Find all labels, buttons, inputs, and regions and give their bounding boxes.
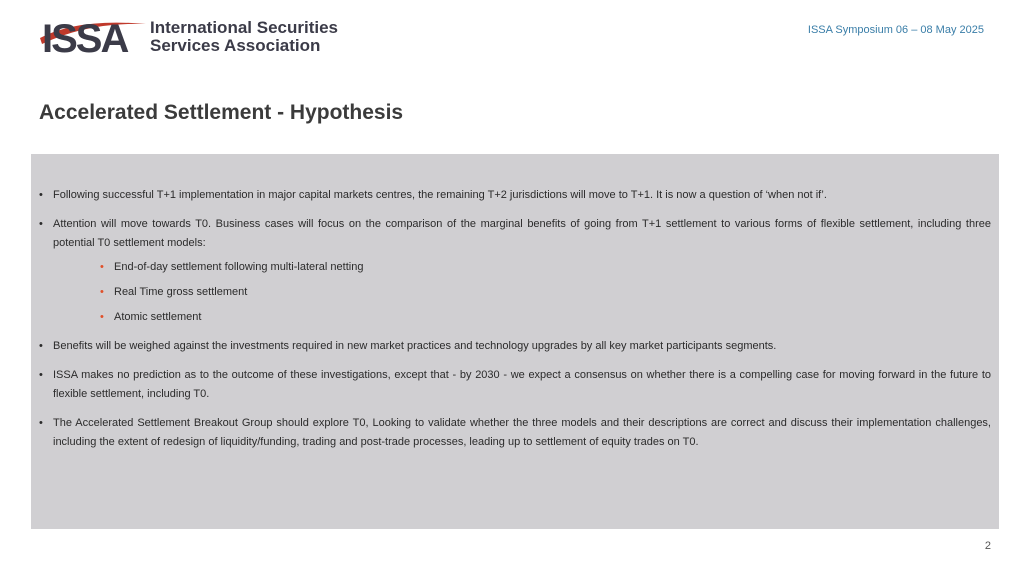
bullet-item (39, 215, 991, 252)
sub-bullet-text: End-of-day settlement following multi-lateral netting (114, 261, 364, 273)
logo-line-2: Services Association (150, 36, 321, 55)
event-label: ISSA Symposium 06 – 08 May 2025 (807, 24, 984, 36)
bullet-text: Benefits will be weighed against the investments required in new market practices and technology upgrades by all key market participants segments. (53, 340, 777, 352)
bullet-text: ISSA makes no prediction as to the outcome of these investigations, except that - by 2030 - we expect a consensus on whether there is a compelling case for moving forward in the future to flexible settlement, including T0. (53, 369, 991, 400)
logo-text (150, 19, 338, 55)
sub-bullet-text: Real Time gross settlement (114, 286, 248, 298)
issa-logo-mark (38, 14, 150, 56)
bullet-text: The Accelerated Settlement Breakout Group should explore T0, Looking to validate whether the three models and their descriptions are correct and discuss their implementation challenges, including the extent of redesign of liquidity/funding, trading and post-trade processes, leading up to settlement of equity trades on T0. (53, 417, 991, 448)
bullet-item (39, 366, 991, 403)
bullet-dot: • (39, 417, 43, 429)
bullet-dot: • (39, 369, 43, 381)
sub-bullet-item (100, 308, 202, 326)
bullet-item (39, 337, 991, 356)
issa-logo (38, 14, 338, 56)
sub-bullet-dot: • (100, 261, 104, 273)
sub-bullet-item (100, 258, 364, 276)
bullet-text: Following successful T+1 implementation in major capital markets centres, the remaining T+2 jurisdictions will move to T+1. It is now a question of ‘when not if’. (53, 189, 827, 201)
sub-bullet-dot: • (100, 286, 104, 298)
sub-bullet-dot: • (100, 311, 104, 323)
bullet-dot: • (39, 218, 43, 230)
sub-bullet-text: Atomic settlement (114, 311, 202, 323)
bullet-item (39, 414, 991, 451)
content-panel (31, 154, 999, 529)
slide-title: Accelerated Settlement - Hypothesis (39, 101, 404, 124)
page-number: 2 (984, 540, 991, 552)
bullet-dot: • (39, 340, 43, 352)
logo-acronym: ISSA (42, 17, 128, 56)
sub-bullet-item (100, 283, 248, 301)
logo-line-1: International Securities (150, 18, 338, 37)
bullet-item (39, 186, 991, 205)
bullet-dot: • (39, 189, 43, 201)
bullet-text: Attention will move towards T0. Business cases will focus on the comparison of the marginal benefits of going from T+1 settlement to various forms of flexible settlement, including three potential T0 settlement models: (53, 218, 991, 249)
